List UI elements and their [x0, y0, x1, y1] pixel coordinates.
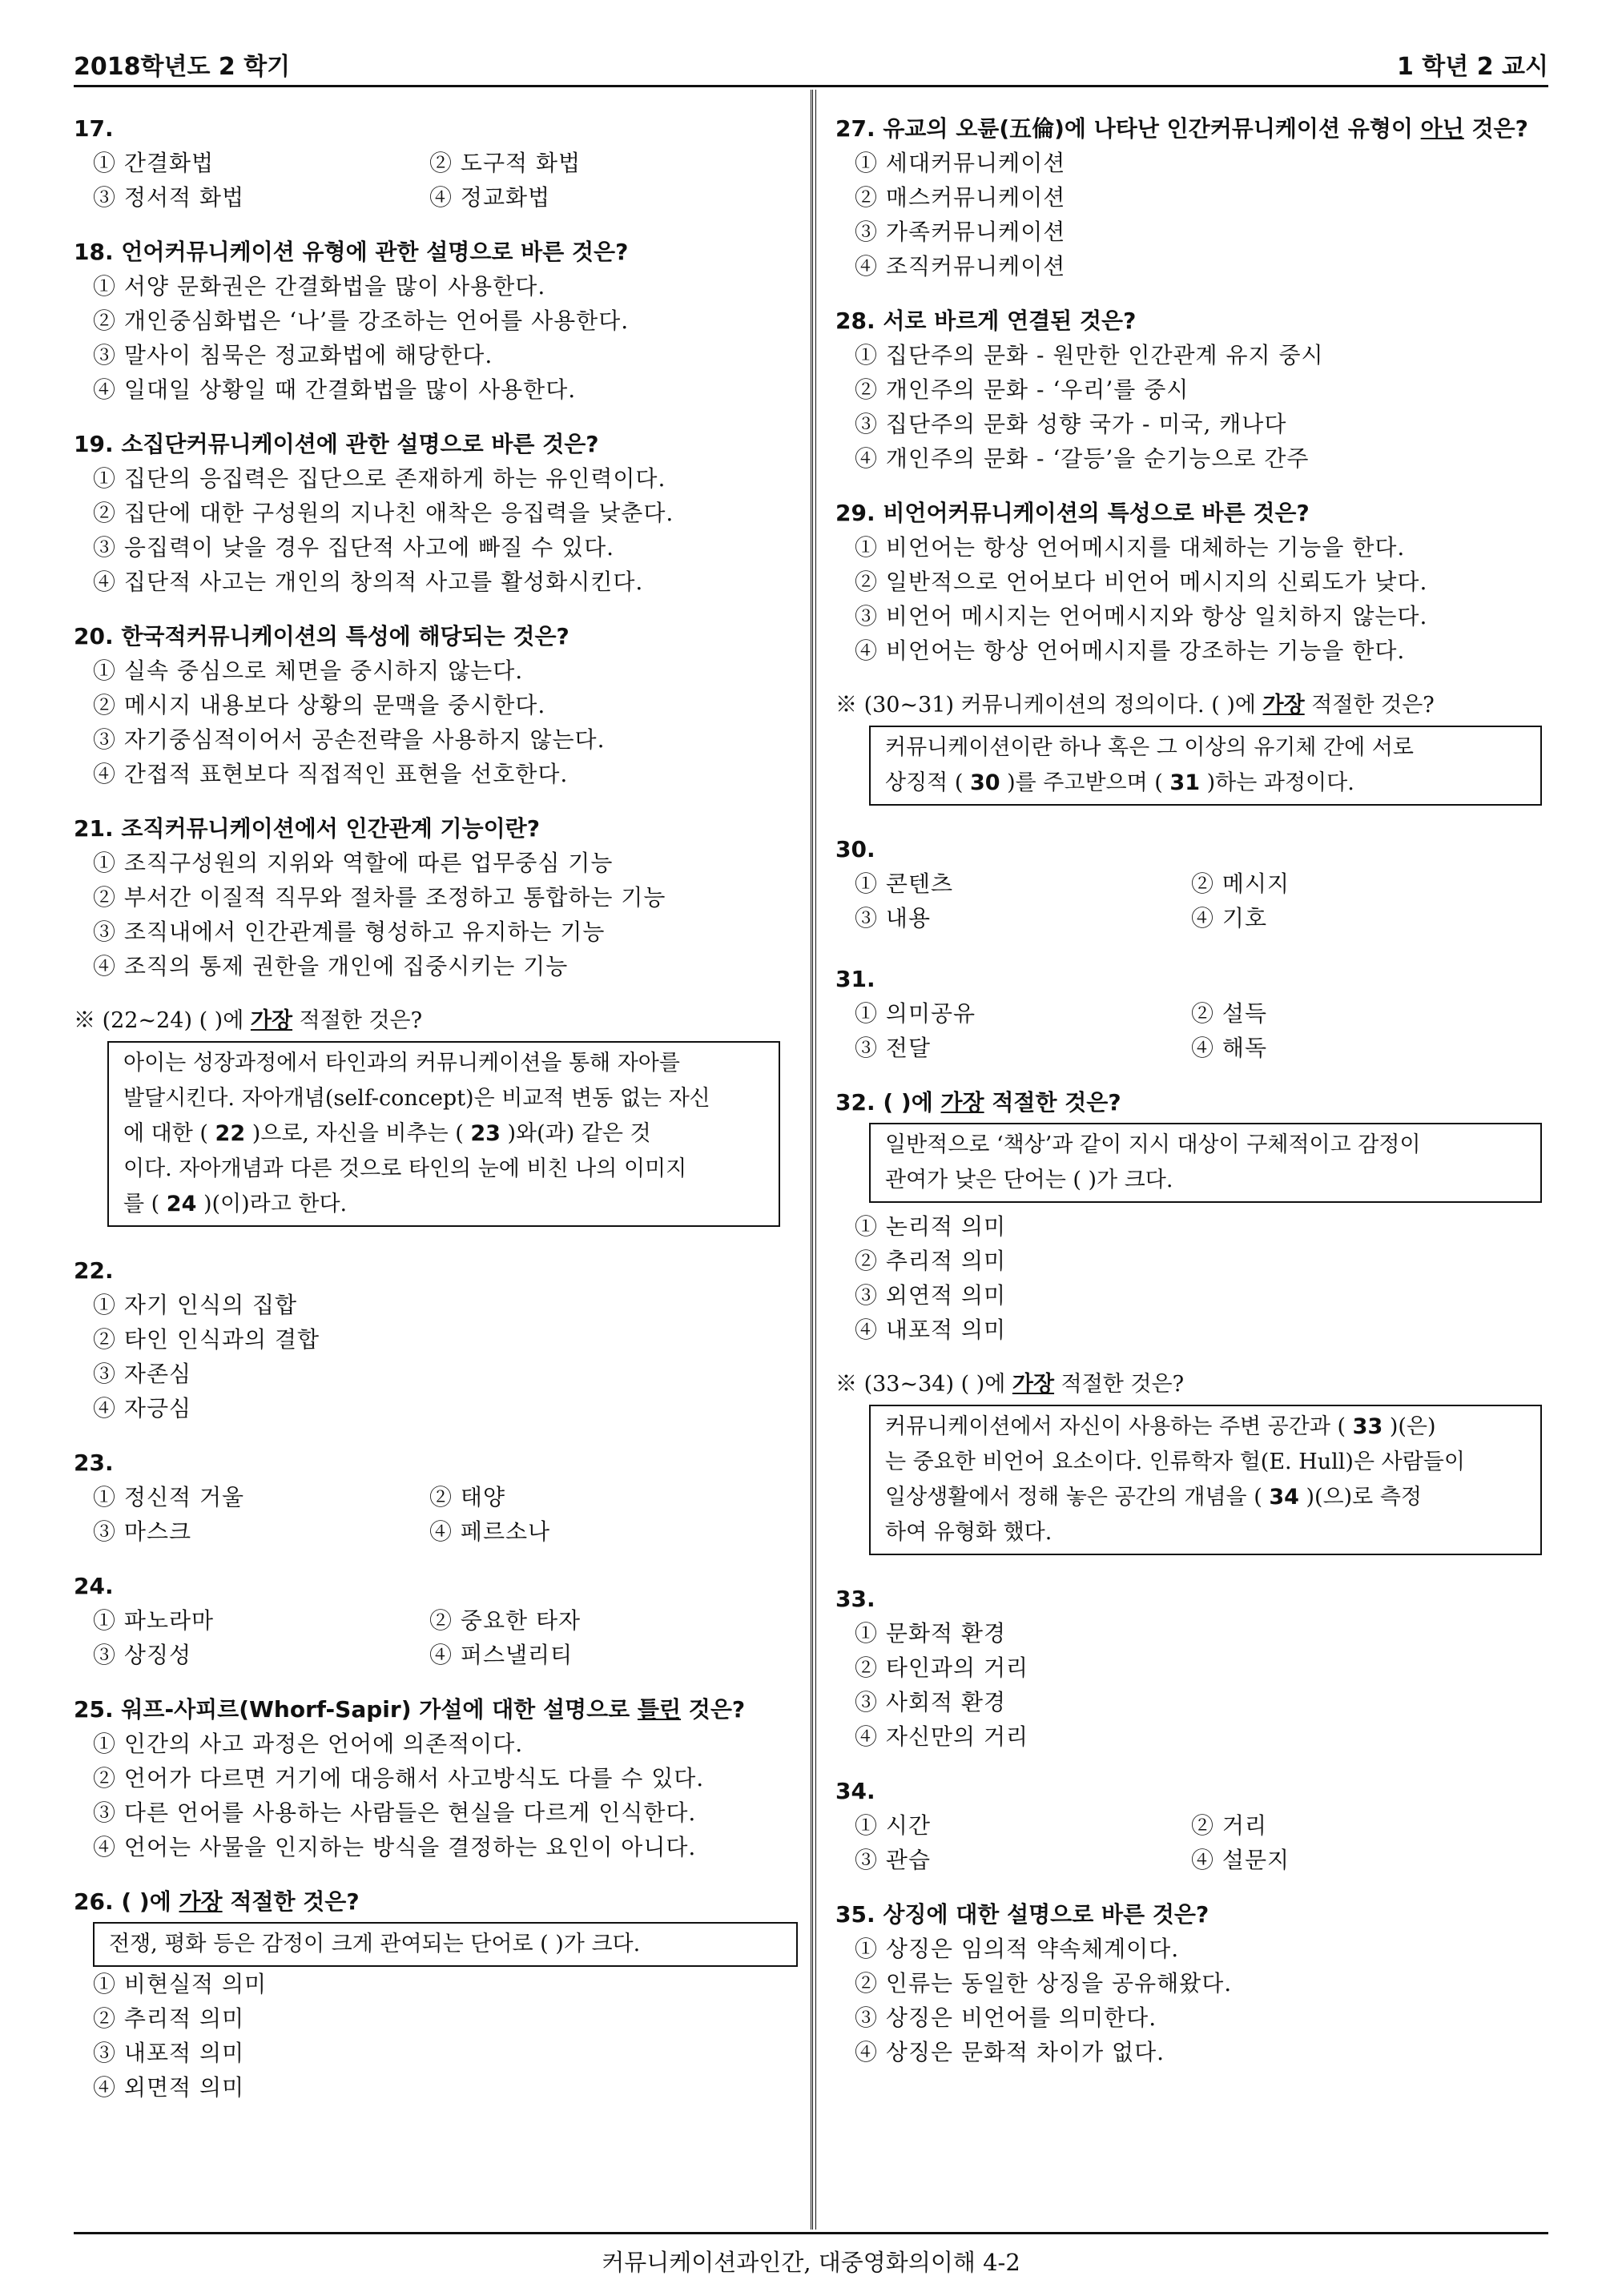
option: ④ 상징은 문화적 차이가 없다. — [855, 2039, 1165, 2065]
option: ① 콘텐츠 — [855, 871, 954, 897]
option: ④ 일대일 상황일 때 간결화법을 많이 사용한다. — [93, 376, 577, 403]
question-30 — [835, 833, 1556, 935]
option: ④ 간접적 표현보다 직접적인 표현을 선호한다. — [93, 761, 569, 787]
grade-period-label: 1 학년 2 교시 — [1396, 53, 1548, 81]
option: ① 세대커뮤니케이션 — [855, 150, 1066, 176]
option: ③ 조직내에서 인간관계를 형성하고 유지하는 기능 — [93, 919, 606, 945]
option: ③ 자기중심적이어서 공손전략을 사용하지 않는다. — [93, 726, 606, 753]
emphasis: 아닌 — [1420, 115, 1464, 142]
option: ① 의미공유 — [855, 1000, 976, 1027]
question-number: 30. — [835, 836, 875, 863]
emphasis: 가장 — [1012, 1372, 1055, 1397]
option: ② 개인주의 문화 - ‘우리’를 중시 — [855, 376, 1189, 403]
passage-box-26: 전쟁, 평화 등은 감정이 크게 관여되는 단어로 ( )가 크다. — [93, 1922, 798, 1967]
option: ① 서양 문화권은 간결화법을 많이 사용한다. — [93, 273, 546, 300]
option: ② 태양 — [429, 1484, 505, 1510]
question-number: 22. — [74, 1257, 114, 1284]
option: ② 추리적 의미 — [855, 1248, 1007, 1274]
question-23 — [74, 1446, 795, 1549]
option: ② 매스커뮤니케이션 — [855, 184, 1066, 211]
emphasis: 틀린 — [637, 1696, 682, 1723]
question-32 — [835, 1086, 1556, 1347]
blank-number: 30 — [969, 770, 1000, 795]
question-33 — [835, 1582, 1556, 1754]
option: ② 집단에 대한 구성원의 지나친 애착은 응집력을 낮춘다. — [93, 500, 674, 526]
option: ③ 사회적 환경 — [855, 1689, 1007, 1715]
option: ④ 기호 — [1191, 905, 1267, 931]
option: ③ 상징성 — [93, 1642, 192, 1668]
option: ② 추리적 의미 — [93, 2005, 245, 2032]
option: ④ 퍼스낼리티 — [429, 1642, 574, 1668]
question-34 — [835, 1775, 1556, 1877]
page-footer: 커뮤니케이션과인간, 대중영화의이해 4-2 — [602, 2249, 1020, 2276]
option: ② 인류는 동일한 상징을 공유해왔다. — [855, 1970, 1233, 1996]
question-21 — [74, 812, 795, 983]
option: ④ 정교화법 — [429, 184, 551, 211]
question-number: 31. — [835, 966, 875, 992]
question-number: 23. — [74, 1450, 114, 1476]
option: ① 자기 인식의 집합 — [93, 1292, 298, 1318]
option: ① 조직구성원의 지위와 역할에 따른 업무중심 기능 — [93, 850, 614, 876]
option: ① 문화적 환경 — [855, 1620, 1007, 1647]
option: ① 간결화법 — [93, 150, 215, 176]
option: ④ 언어는 사물을 인지하는 방식을 결정하는 요인이 아니다. — [93, 1834, 697, 1860]
emphasis: 가장 — [1262, 693, 1305, 718]
option: ① 정신적 거울 — [93, 1484, 245, 1510]
option: ② 메시지 — [1191, 871, 1290, 897]
option: ④ 조직의 통제 권한을 개인에 집중시키는 기능 — [93, 953, 569, 979]
option: ④ 집단적 사고는 개인의 창의적 사고를 활성화시킨다. — [93, 569, 644, 595]
option: ③ 마스크 — [93, 1518, 192, 1545]
option: ② 타인과의 거리 — [855, 1655, 1029, 1681]
option: ③ 외연적 의미 — [855, 1282, 1007, 1309]
page-header — [74, 46, 1548, 85]
option: ② 일반적으로 언어보다 비언어 메시지의 신뢰도가 낮다. — [855, 569, 1428, 595]
option: ③ 자존심 — [93, 1361, 192, 1387]
option: ④ 페르소나 — [429, 1518, 551, 1545]
question-text: 21. 조직커뮤니케이션에서 인간관계 기능이란? — [74, 815, 540, 842]
blank-number: 31 — [1169, 770, 1200, 795]
option: ③ 다른 언어를 사용하는 사람들은 현실을 다르게 인식한다. — [93, 1799, 697, 1826]
option: ④ 설문지 — [1191, 1847, 1290, 1873]
question-17 — [74, 112, 795, 215]
option: ① 비언어는 항상 언어메시지를 대체하는 기능을 한다. — [855, 534, 1406, 561]
question-18 — [74, 235, 795, 407]
blank-number: 34 — [1269, 1485, 1299, 1510]
option: ④ 조직커뮤니케이션 — [855, 253, 1066, 279]
option: ④ 자신만의 거리 — [855, 1723, 1029, 1750]
option: ② 설득 — [1191, 1000, 1267, 1027]
question-text: 28. 서로 바르게 연결된 것은? — [835, 308, 1137, 334]
question-26 — [74, 1885, 795, 2105]
option: ② 부서간 이질적 직무와 절차를 조정하고 통합하는 기능 — [93, 884, 666, 911]
question-25 — [74, 1693, 795, 1864]
semester-label: 2018학년도 2 학기 — [74, 53, 291, 81]
option: ③ 관습 — [855, 1847, 931, 1873]
option: ② 타인 인식과의 결합 — [93, 1326, 320, 1353]
option: ③ 말사이 침묵은 정교화법에 해당한다. — [93, 342, 493, 368]
passage-box-33-34: 커뮤니케이션에서 자신이 사용하는 주변 공간과 ( 33 )(은) 는 중요한 비언어 요소이다. 인류학자 헐(E. Hull)은 사람들이 일상생활에서 정해 놓은 공간의 개념을 ( 34 )(으)로 측정 하여 유형화 했다. — [869, 1405, 1542, 1555]
question-text: 35. 상징에 대한 설명으로 바른 것은? — [835, 1901, 1209, 1928]
question-24 — [74, 1570, 795, 1672]
question-number: 34. — [835, 1778, 875, 1804]
question-text: 19. 소집단커뮤니케이션에 관한 설명으로 바른 것은? — [74, 431, 599, 457]
group-instruction-22-24: ※ (22~24) ( )에 가장 적절한 것은? — [74, 1008, 423, 1033]
left-column — [74, 112, 795, 2105]
blank-number: 23 — [470, 1121, 501, 1146]
header-rule — [74, 85, 1548, 87]
option: ④ 해독 — [1191, 1035, 1267, 1061]
passage-box-30-31: 커뮤니케이션이란 하나 혹은 그 이상의 유기체 간에 서로 상징적 ( 30 )를 주고받으며 ( 31 )하는 과정이다. — [869, 726, 1542, 806]
group-instruction-30-31: ※ (30~31) 커뮤니케이션의 정의이다. ( )에 가장 적절한 것은? — [835, 693, 1435, 718]
footer-rule — [74, 2232, 1548, 2234]
question-text: 29. 비언어커뮤니케이션의 특성으로 바른 것은? — [835, 500, 1310, 526]
question-31 — [835, 963, 1556, 1065]
option: ① 인간의 사고 과정은 언어에 의존적이다. — [93, 1731, 524, 1757]
option: ① 집단의 응집력은 집단으로 존재하게 하는 유인력이다. — [93, 465, 666, 492]
option: ② 개인중심화법은 ‘나’를 강조하는 언어를 사용한다. — [93, 308, 630, 334]
emphasis: 가장 — [250, 1008, 293, 1033]
option: ③ 집단주의 문화 성향 국가 - 미국, 캐나다 — [855, 411, 1287, 437]
blank-number: 22 — [215, 1121, 246, 1146]
option: ③ 상징은 비언어를 의미한다. — [855, 2004, 1157, 2031]
blank-number: 33 — [1352, 1414, 1383, 1439]
emphasis: 가장 — [940, 1089, 984, 1116]
group-instruction-33-34: ※ (33~34) ( )에 가장 적절한 것은? — [835, 1372, 1185, 1397]
option: ① 집단주의 문화 - 원만한 인간관계 유지 중시 — [855, 342, 1324, 368]
option: ④ 내포적 의미 — [855, 1317, 1007, 1343]
question-35 — [835, 1898, 1556, 2069]
question-27 — [835, 112, 1556, 283]
option: ① 상징은 임의적 약속체계이다. — [855, 1936, 1180, 1962]
option: ① 시간 — [855, 1812, 931, 1839]
emphasis: 가장 — [179, 1888, 223, 1915]
question-text: 32. ( )에 가장 적절한 것은? — [835, 1089, 1121, 1116]
passage-box-32: 일반적으로 ‘책상’과 같이 지시 대상이 구체적이고 감정이 관여가 낮은 단어는 ( )가 크다. — [869, 1123, 1542, 1203]
question-text: 20. 한국적커뮤니케이션의 특성에 해당되는 것은? — [74, 623, 570, 649]
option: ④ 비언어는 항상 언어메시지를 강조하는 기능을 한다. — [855, 637, 1406, 664]
question-number: 24. — [74, 1573, 114, 1599]
question-text: 18. 언어커뮤니케이션 유형에 관한 설명으로 바른 것은? — [74, 239, 629, 265]
option: ③ 응집력이 낮을 경우 집단적 사고에 빠질 수 있다. — [93, 534, 615, 561]
column-divider — [811, 90, 816, 2230]
option: ① 비현실적 의미 — [93, 1971, 268, 1997]
option: ② 중요한 타자 — [429, 1607, 582, 1634]
option: ③ 정서적 화법 — [93, 184, 245, 211]
question-29 — [835, 497, 1556, 668]
question-20 — [74, 620, 795, 791]
blank-number: 24 — [166, 1192, 197, 1216]
option: ② 도구적 화법 — [429, 150, 582, 176]
option: ④ 개인주의 문화 - ‘갈등’을 순기능으로 간주 — [855, 445, 1310, 472]
option: ① 실속 중심으로 체면을 중시하지 않는다. — [93, 657, 524, 684]
question-text: 26. ( )에 가장 적절한 것은? — [74, 1888, 360, 1915]
option: ② 거리 — [1191, 1812, 1267, 1839]
option: ① 파노라마 — [93, 1607, 215, 1634]
question-22 — [74, 1254, 795, 1425]
option: ① 논리적 의미 — [855, 1213, 1007, 1240]
question-28 — [835, 304, 1556, 476]
option: ③ 내포적 의미 — [93, 2040, 245, 2066]
question-text: 27. 유교의 오륜(五倫)에 나타난 인간커뮤니케이션 유형이 아닌 것은? — [835, 115, 1528, 142]
option: ③ 가족커뮤니케이션 — [855, 219, 1066, 245]
question-number: 17. — [74, 115, 114, 142]
option: ③ 내용 — [855, 905, 931, 931]
passage-box-22-24: 아이는 성장과정에서 타인과의 커뮤니케이션을 통해 자아를 발달시킨다. 자아개념(self-concept)은 비교적 변동 없는 자신 에 대한 ( 22 )으로, 자신을 비추는 ( 23 )와(과) 같은 것 이다. 자아개념과 다른 것으로 타인의 눈에 비친 나의 이미지 를 ( 24 )(이)라고 한다. — [107, 1041, 780, 1227]
right-column — [835, 112, 1556, 2069]
question-text: 25. 워프-사피르(Whorf-Sapir) 가설에 대한 설명으로 틀린 것은? — [74, 1696, 746, 1723]
question-number: 33. — [835, 1586, 875, 1612]
question-19 — [74, 428, 795, 599]
option: ④ 자긍심 — [93, 1395, 192, 1421]
option: ② 언어가 다르면 거기에 대응해서 사고방식도 다를 수 있다. — [93, 1765, 705, 1791]
option: ③ 비언어 메시지는 언어메시지와 항상 일치하지 않는다. — [855, 603, 1428, 629]
option: ③ 전달 — [855, 1035, 931, 1061]
option: ④ 외면적 의미 — [93, 2074, 245, 2101]
option: ② 메시지 내용보다 상황의 문맥을 중시한다. — [93, 692, 546, 718]
